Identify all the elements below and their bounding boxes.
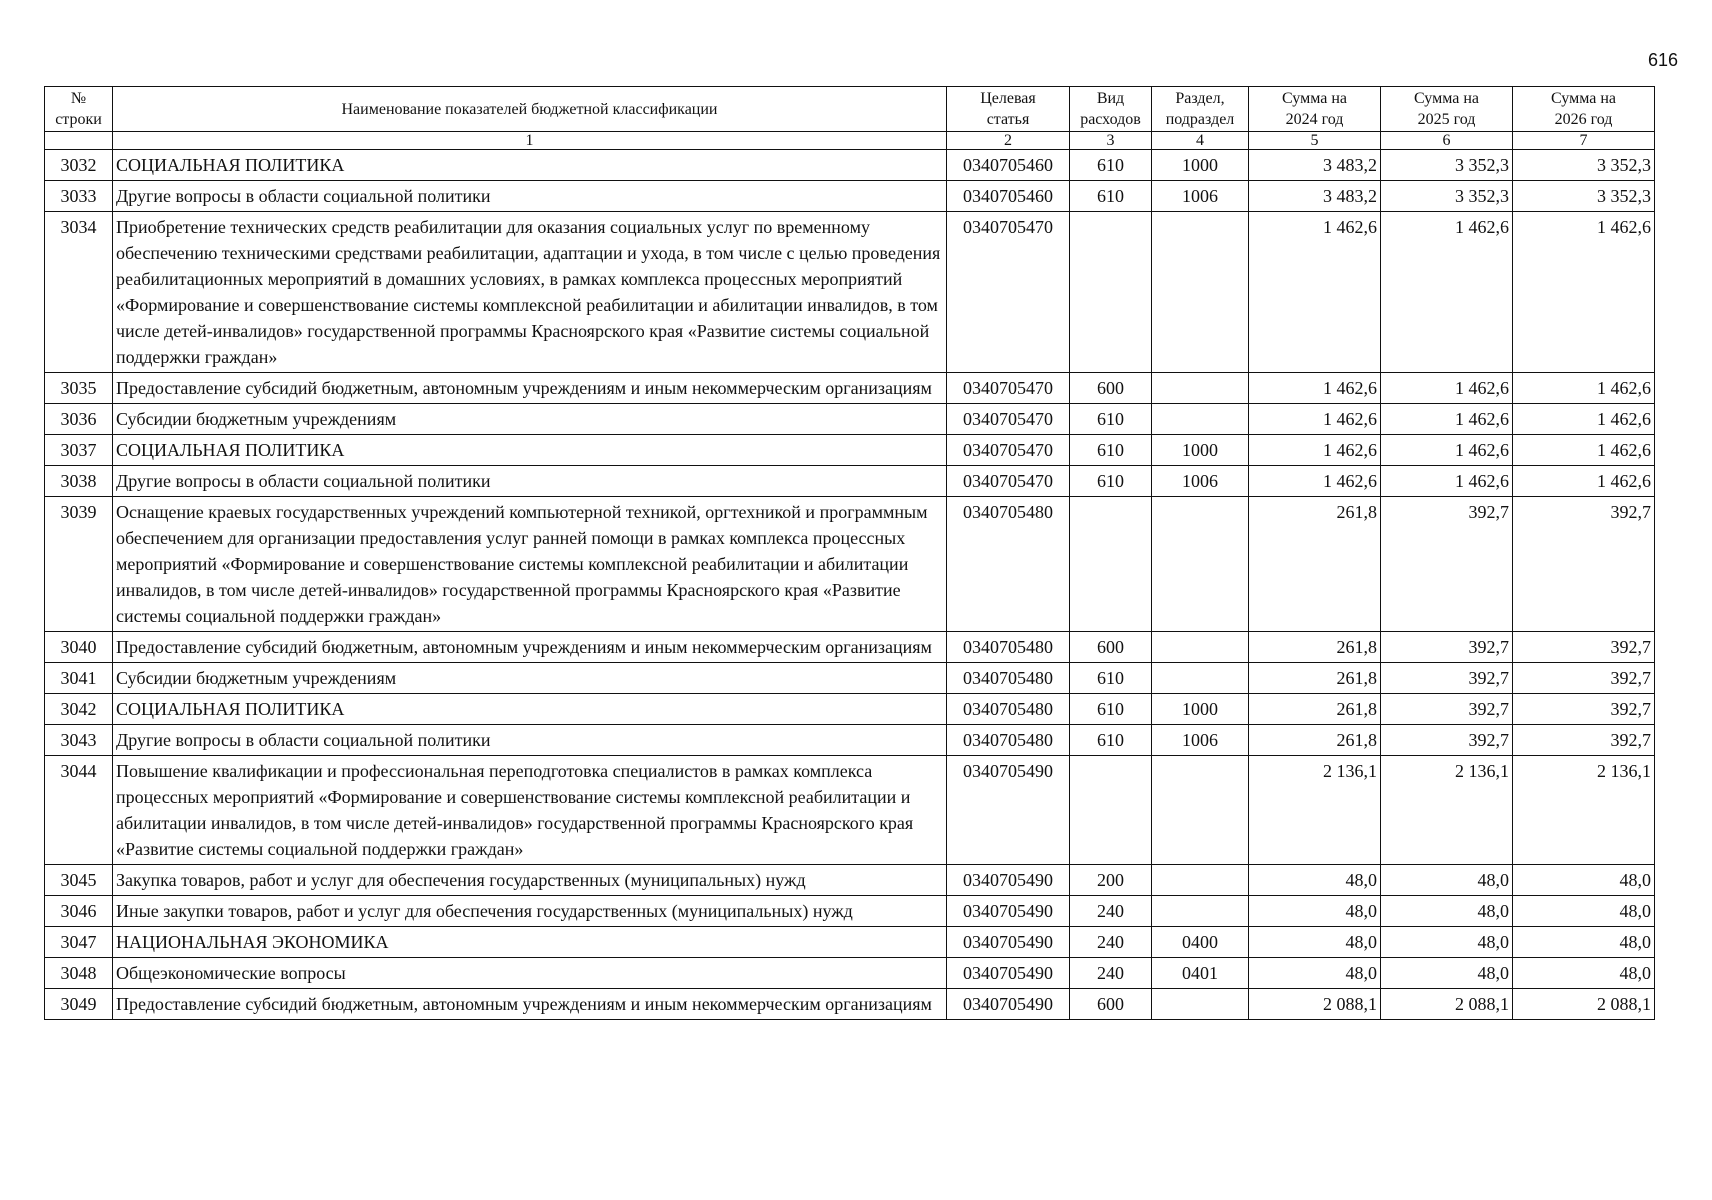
indicator-name-cell: НАЦИОНАЛЬНАЯ ЭКОНОМИКА — [113, 927, 947, 958]
sum-2026-cell: 392,7 — [1513, 663, 1655, 694]
sum-2026-cell: 48,0 — [1513, 927, 1655, 958]
header-row-number: № строки — [45, 87, 113, 132]
section-cell — [1152, 632, 1249, 663]
sum-2025-cell: 392,7 — [1381, 694, 1513, 725]
section-cell — [1152, 896, 1249, 927]
indicator-name-cell: Другие вопросы в области социальной политики — [113, 725, 947, 756]
sum-2026-cell: 3 352,3 — [1513, 181, 1655, 212]
target-article-cell: 0340705490 — [947, 865, 1070, 896]
indicator-name-cell: СОЦИАЛЬНАЯ ПОЛИТИКА — [113, 694, 947, 725]
sum-2025-cell: 392,7 — [1381, 497, 1513, 632]
sum-2026-cell: 1 462,6 — [1513, 212, 1655, 373]
table-row — [45, 756, 1655, 865]
section-cell — [1152, 373, 1249, 404]
section-cell: 1006 — [1152, 725, 1249, 756]
table-row — [45, 725, 1655, 756]
row-number-cell: 3032 — [45, 150, 113, 181]
table-row — [45, 212, 1655, 373]
row-number-cell: 3042 — [45, 694, 113, 725]
indicator-name-cell: СОЦИАЛЬНАЯ ПОЛИТИКА — [113, 435, 947, 466]
target-article-cell: 0340705460 — [947, 181, 1070, 212]
sum-2024-cell: 2 088,1 — [1249, 989, 1381, 1020]
sum-2024-cell: 261,8 — [1249, 497, 1381, 632]
target-article-cell: 0340705490 — [947, 756, 1070, 865]
sum-2024-cell: 261,8 — [1249, 725, 1381, 756]
table-row — [45, 632, 1655, 663]
table-row — [45, 694, 1655, 725]
row-number-cell: 3039 — [45, 497, 113, 632]
target-article-cell: 0340705480 — [947, 497, 1070, 632]
section-cell: 1000 — [1152, 150, 1249, 181]
expense-type-cell: 610 — [1070, 150, 1152, 181]
sum-2026-cell: 3 352,3 — [1513, 150, 1655, 181]
table-row — [45, 181, 1655, 212]
indicator-name-cell: Предоставление субсидий бюджетным, автономным учреждениям и иным некоммерческим организациям — [113, 373, 947, 404]
target-article-cell: 0340705490 — [947, 927, 1070, 958]
indicator-name-cell: Закупка товаров, работ и услуг для обеспечения государственных (муниципальных) нужд — [113, 865, 947, 896]
sum-2024-cell: 3 483,2 — [1249, 181, 1381, 212]
column-number: 5 — [1249, 132, 1381, 150]
sum-2024-cell: 1 462,6 — [1249, 435, 1381, 466]
sum-2025-cell: 1 462,6 — [1381, 404, 1513, 435]
sum-2025-cell: 1 462,6 — [1381, 373, 1513, 404]
sum-2026-cell: 392,7 — [1513, 497, 1655, 632]
indicator-name-cell: Предоставление субсидий бюджетным, автономным учреждениям и иным некоммерческим организациям — [113, 632, 947, 663]
sum-2026-cell: 392,7 — [1513, 632, 1655, 663]
indicator-name-cell: Приобретение технических средств реабилитации для оказания социальных услуг по временному обеспечению техническими средствами реабилитации, адаптации и ухода, в том числе с целью проведения реабилитационных мероприятий в домашних условиях, в рамках комплекса процессных мероприятий «Формирование и совершенствование системы комплексной реабилитации и абилитации инвалидов, в том числе детей-инвалидов» государственной программы Красноярского края «Развитие системы социальной поддержки граждан» — [113, 212, 947, 373]
column-number: 7 — [1513, 132, 1655, 150]
indicator-name-cell: Оснащение краевых государственных учреждений компьютерной техникой, оргтехникой и программным обеспечением для организации предоставления услуг ранней помощи в рамках комплекса процессных мероприятий «Формирование и совершенствование системы комплексной реабилитации и абилитации инвалидов, в том числе детей-инвалидов» государственной программы Красноярского края «Развитие системы социальной поддержки граждан» — [113, 497, 947, 632]
expense-type-cell — [1070, 497, 1152, 632]
sum-2025-cell: 48,0 — [1381, 865, 1513, 896]
column-number: 2 — [947, 132, 1070, 150]
target-article-cell: 0340705490 — [947, 896, 1070, 927]
sum-2026-cell: 48,0 — [1513, 865, 1655, 896]
expense-type-cell: 240 — [1070, 896, 1152, 927]
table-row — [45, 927, 1655, 958]
sum-2024-cell: 1 462,6 — [1249, 373, 1381, 404]
section-cell — [1152, 663, 1249, 694]
header-sum-2026: Сумма на 2026 год — [1513, 87, 1655, 132]
indicator-name-cell: Субсидии бюджетным учреждениям — [113, 663, 947, 694]
indicator-name-cell: Субсидии бюджетным учреждениям — [113, 404, 947, 435]
section-cell: 1006 — [1152, 466, 1249, 497]
column-number: 1 — [113, 132, 947, 150]
sum-2026-cell: 392,7 — [1513, 725, 1655, 756]
row-number-cell: 3037 — [45, 435, 113, 466]
target-article-cell: 0340705470 — [947, 466, 1070, 497]
expense-type-cell: 610 — [1070, 435, 1152, 466]
expense-type-cell — [1070, 756, 1152, 865]
sum-2026-cell: 48,0 — [1513, 896, 1655, 927]
indicator-name-cell: Общеэкономические вопросы — [113, 958, 947, 989]
sum-2025-cell: 2 136,1 — [1381, 756, 1513, 865]
table-row — [45, 663, 1655, 694]
section-cell — [1152, 212, 1249, 373]
header-expense-type: Вид расходов — [1070, 87, 1152, 132]
sum-2026-cell: 1 462,6 — [1513, 435, 1655, 466]
expense-type-cell — [1070, 212, 1152, 373]
header-target-article: Целевая статья — [947, 87, 1070, 132]
table-row — [45, 896, 1655, 927]
expense-type-cell: 240 — [1070, 958, 1152, 989]
sum-2024-cell: 1 462,6 — [1249, 466, 1381, 497]
target-article-cell: 0340705480 — [947, 663, 1070, 694]
header-sum-2025: Сумма на 2025 год — [1381, 87, 1513, 132]
target-article-cell: 0340705460 — [947, 150, 1070, 181]
table-row — [45, 373, 1655, 404]
expense-type-cell: 610 — [1070, 725, 1152, 756]
table-row — [45, 865, 1655, 896]
row-number-cell: 3033 — [45, 181, 113, 212]
target-article-cell: 0340705490 — [947, 958, 1070, 989]
sum-2025-cell: 48,0 — [1381, 927, 1513, 958]
sum-2026-cell: 392,7 — [1513, 694, 1655, 725]
sum-2024-cell: 261,8 — [1249, 694, 1381, 725]
expense-type-cell: 200 — [1070, 865, 1152, 896]
row-number-cell: 3047 — [45, 927, 113, 958]
header-section: Раздел, подраздел — [1152, 87, 1249, 132]
target-article-cell: 0340705480 — [947, 632, 1070, 663]
sum-2025-cell: 48,0 — [1381, 896, 1513, 927]
sum-2026-cell: 1 462,6 — [1513, 466, 1655, 497]
column-number-blank — [45, 132, 113, 150]
row-number-cell: 3040 — [45, 632, 113, 663]
indicator-name-cell: Повышение квалификации и профессиональная переподготовка специалистов в рамках комплекса процессных мероприятий «Формирование и совершенствование системы комплексной реабилитации и абилитации инвалидов, в том числе детей-инвалидов» государственной программы Красноярского края «Развитие системы социальной поддержки граждан» — [113, 756, 947, 865]
table-row — [45, 466, 1655, 497]
sum-2025-cell: 1 462,6 — [1381, 466, 1513, 497]
expense-type-cell: 610 — [1070, 466, 1152, 497]
row-number-cell: 3049 — [45, 989, 113, 1020]
sum-2024-cell: 48,0 — [1249, 865, 1381, 896]
sum-2024-cell: 48,0 — [1249, 896, 1381, 927]
sum-2025-cell: 392,7 — [1381, 663, 1513, 694]
sum-2025-cell: 392,7 — [1381, 725, 1513, 756]
section-cell: 0400 — [1152, 927, 1249, 958]
section-cell — [1152, 989, 1249, 1020]
expense-type-cell: 600 — [1070, 632, 1152, 663]
sum-2025-cell: 392,7 — [1381, 632, 1513, 663]
row-number-cell: 3035 — [45, 373, 113, 404]
expense-type-cell: 610 — [1070, 404, 1152, 435]
expense-type-cell: 610 — [1070, 663, 1152, 694]
sum-2025-cell: 48,0 — [1381, 958, 1513, 989]
sum-2024-cell: 48,0 — [1249, 958, 1381, 989]
row-number-cell: 3036 — [45, 404, 113, 435]
indicator-name-cell: Другие вопросы в области социальной политики — [113, 466, 947, 497]
column-number: 6 — [1381, 132, 1513, 150]
target-article-cell: 0340705470 — [947, 404, 1070, 435]
sum-2025-cell: 3 352,3 — [1381, 150, 1513, 181]
target-article-cell: 0340705470 — [947, 435, 1070, 466]
sum-2024-cell: 1 462,6 — [1249, 212, 1381, 373]
section-cell: 1006 — [1152, 181, 1249, 212]
table-row — [45, 989, 1655, 1020]
target-article-cell: 0340705480 — [947, 725, 1070, 756]
table-row — [45, 497, 1655, 632]
sum-2026-cell: 1 462,6 — [1513, 404, 1655, 435]
target-article-cell: 0340705490 — [947, 989, 1070, 1020]
sum-2026-cell: 48,0 — [1513, 958, 1655, 989]
section-cell — [1152, 756, 1249, 865]
sum-2024-cell: 3 483,2 — [1249, 150, 1381, 181]
sum-2025-cell: 3 352,3 — [1381, 181, 1513, 212]
section-cell — [1152, 865, 1249, 896]
section-cell: 1000 — [1152, 435, 1249, 466]
sum-2025-cell: 1 462,6 — [1381, 435, 1513, 466]
sum-2026-cell: 2 136,1 — [1513, 756, 1655, 865]
section-cell: 0401 — [1152, 958, 1249, 989]
section-cell — [1152, 404, 1249, 435]
expense-type-cell: 610 — [1070, 181, 1152, 212]
indicator-name-cell: Предоставление субсидий бюджетным, автономным учреждениям и иным некоммерческим организациям — [113, 989, 947, 1020]
sum-2024-cell: 1 462,6 — [1249, 404, 1381, 435]
sum-2024-cell: 2 136,1 — [1249, 756, 1381, 865]
column-number: 3 — [1070, 132, 1152, 150]
expense-type-cell: 600 — [1070, 989, 1152, 1020]
sum-2024-cell: 48,0 — [1249, 927, 1381, 958]
indicator-name-cell: СОЦИАЛЬНАЯ ПОЛИТИКА — [113, 150, 947, 181]
column-number: 4 — [1152, 132, 1249, 150]
target-article-cell: 0340705470 — [947, 212, 1070, 373]
row-number-cell: 3044 — [45, 756, 113, 865]
indicator-name-cell: Другие вопросы в области социальной политики — [113, 181, 947, 212]
indicator-name-cell: Иные закупки товаров, работ и услуг для обеспечения государственных (муниципальных) нужд — [113, 896, 947, 927]
budget-table — [44, 86, 1655, 1020]
sum-2026-cell: 1 462,6 — [1513, 373, 1655, 404]
expense-type-cell: 610 — [1070, 694, 1152, 725]
expense-type-cell: 600 — [1070, 373, 1152, 404]
sum-2025-cell: 2 088,1 — [1381, 989, 1513, 1020]
row-number-cell: 3046 — [45, 896, 113, 927]
row-number-cell: 3048 — [45, 958, 113, 989]
row-number-cell: 3034 — [45, 212, 113, 373]
row-number-cell: 3038 — [45, 466, 113, 497]
table-row — [45, 150, 1655, 181]
row-number-cell: 3041 — [45, 663, 113, 694]
header-sum-2024: Сумма на 2024 год — [1249, 87, 1381, 132]
section-cell — [1152, 497, 1249, 632]
sum-2025-cell: 1 462,6 — [1381, 212, 1513, 373]
header-indicator-name: Наименование показателей бюджетной классификации — [113, 87, 947, 132]
sum-2024-cell: 261,8 — [1249, 663, 1381, 694]
target-article-cell: 0340705480 — [947, 694, 1070, 725]
page-number: 616 — [1647, 50, 1678, 70]
expense-type-cell: 240 — [1070, 927, 1152, 958]
sum-2024-cell: 261,8 — [1249, 632, 1381, 663]
table-row — [45, 435, 1655, 466]
section-cell: 1000 — [1152, 694, 1249, 725]
row-number-cell: 3043 — [45, 725, 113, 756]
row-number-cell: 3045 — [45, 865, 113, 896]
table-row — [45, 404, 1655, 435]
target-article-cell: 0340705470 — [947, 373, 1070, 404]
sum-2026-cell: 2 088,1 — [1513, 989, 1655, 1020]
table-row — [45, 958, 1655, 989]
